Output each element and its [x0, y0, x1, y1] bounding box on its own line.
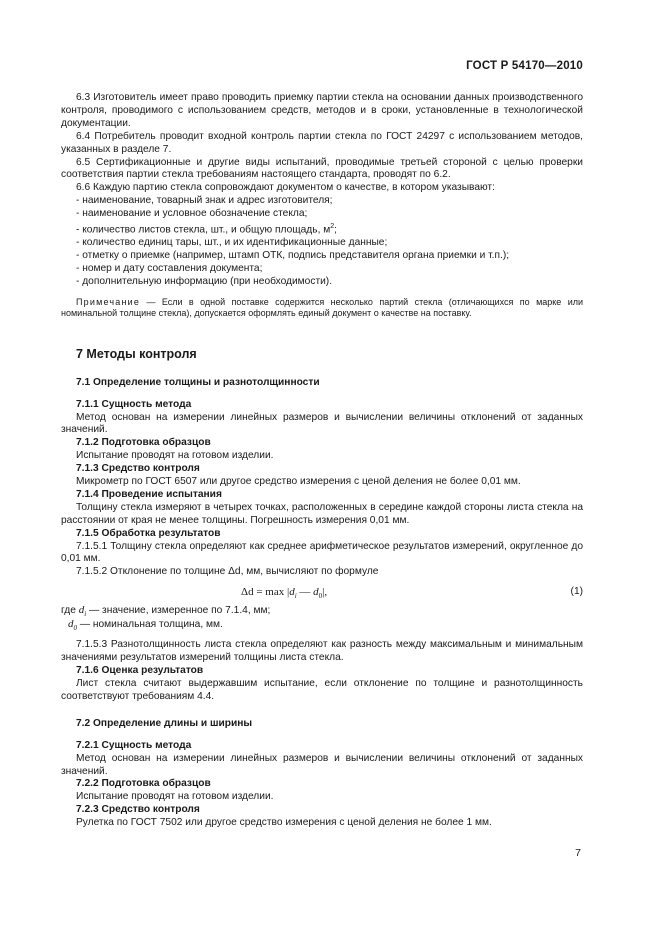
- list-item: - наименование и условное обозначение стекла;: [76, 208, 308, 220]
- list-item: - отметку о приемке (например, штамп ОТК, подпись представителя органа приемки и т.п.);: [76, 250, 510, 262]
- clause-7-1-3-text: Микрометр по ГОСТ 6507 или другое средство измерения с ценой деления не более 0,01 мм.: [76, 476, 521, 488]
- formula-lhs: Δd: [241, 586, 254, 599]
- symbol-0: 0: [73, 624, 77, 633]
- clause-7-1-3-title: 7.1.3 Средство контроля: [76, 463, 200, 475]
- legend-d0-text: — номинальная толщина, мм.: [77, 619, 223, 631]
- page-body: [61, 92, 583, 830]
- subsection-7-1-title: 7.1 Определение толщины и разнотолщинности: [76, 376, 320, 388]
- note-text: — Если в одной поставке содержится несколько партий стекла (отличающихся по марке или номинальной толщине стекла), допускается оформлять единый документ о качестве на поставку.: [61, 296, 583, 319]
- symbol-d: d: [78, 604, 85, 617]
- clause-7-1-5-3-text: 7.1.5.3 Разнотолщинность листа стекла определяют как разность между максимальным и минимальным значениями результатов измерений толщины листа стекла.: [61, 639, 583, 664]
- standard-header: ГОСТ Р 54170—2010: [466, 60, 583, 72]
- formula-number: (1): [570, 586, 583, 598]
- formula-eq: = max |: [253, 586, 290, 599]
- clause-7-1-1-text: Метод основан на измерении линейных размеров и вычислении величины отклонений от заданных значений.: [61, 411, 583, 436]
- clause-7-2-3-text: Рулетка по ГОСТ 7502 или другое средство измерения с ценой деления не более 1 мм.: [76, 817, 492, 829]
- list-item: - количество единиц тары, шт., и их идентификационные данные;: [76, 237, 388, 249]
- paragraph-6-4: 6.4 Потребитель проводит входной контроль партии стекла по ГОСТ 24297 с использованием методов, указанных в разделе 7.: [61, 130, 583, 155]
- subsection-7-2-title: 7.2 Определение длины и ширины: [76, 717, 253, 729]
- symbol-d: d: [68, 618, 74, 631]
- page-number: 7: [575, 847, 581, 859]
- clause-7-1-4-title: 7.1.4 Проведение испытания: [76, 488, 222, 500]
- formula-minus: —: [296, 586, 314, 599]
- formula-d0: d: [313, 586, 319, 599]
- list-item-tail: ;: [334, 224, 337, 236]
- note-label: Примечание: [76, 296, 141, 307]
- formula-legend: [61, 604, 583, 632]
- symbol-i: i: [84, 610, 87, 619]
- formula-0: 0: [318, 592, 323, 601]
- formula-close: |,: [322, 586, 328, 599]
- formula-di: d: [289, 586, 295, 599]
- paragraph-6-6: 6.6 Каждую партию стекла сопровождают документом о качестве, в котором указывают:: [76, 182, 495, 194]
- clause-7-1-2-text: Испытание проводят на готовом изделии.: [76, 450, 274, 462]
- formula-expression: [241, 586, 327, 603]
- clause-7-1-6-title: 7.1.6 Оценка результатов: [76, 665, 204, 677]
- note: [61, 297, 583, 320]
- clause-7-1-2-title: 7.1.2 Подготовка образцов: [76, 437, 211, 449]
- where-prefix: где: [61, 605, 76, 617]
- clause-7-1-4-text: Толщину стекла измеряют в четырех точках, расположенных в середине каждой стороны листа стекла на расстоянии от края не менее толщины. Погрешность измерения 0,01 мм.: [61, 501, 583, 526]
- clause-7-2-1-title: 7.2.1 Сущность метода: [76, 739, 192, 751]
- list-item-text: - количество листов стекла, шт., и общую площадь, м: [76, 224, 331, 236]
- clause-7-2-1-text: Метод основан на измерении линейных размеров и вычислении величины отклонений от заданных значений.: [61, 752, 583, 777]
- list-item: - номер и дату составления документа;: [76, 263, 263, 275]
- clause-7-1-5-2-text: 7.1.5.2 Отклонение по толщине Δd, мм, вычисляют по формуле: [76, 566, 379, 578]
- clause-7-1-1-title: 7.1.1 Сущность метода: [76, 398, 192, 410]
- clause-7-1-6-text: Лист стекла считают выдержавшим испытание, если отклонение по толщине и разнотолщинность соответствуют требованиям 4.4.: [61, 678, 583, 702]
- list-item: [61, 221, 583, 237]
- paragraph-6-5: 6.5 Сертификационные и другие виды испытаний, проводимые третьей стороной с целью проверки соответствия партии стекла требованиям настоящего стандарта, проводят по 6.2.: [61, 156, 583, 181]
- list-item: - дополнительную информацию (при необходимости).: [76, 276, 333, 288]
- clause-7-2-3-title: 7.2.3 Средство контроля: [76, 804, 200, 816]
- section-7-title: 7 Методы контроля: [76, 346, 197, 361]
- clause-7-1-5-title: 7.1.5 Обработка результатов: [76, 527, 221, 539]
- legend-row-d0: [61, 618, 583, 632]
- clause-7-1-5-1-text: 7.1.5.1 Толщину стекла определяют как среднее арифметическое результатов измерений, округленное до 0,01 мм.: [61, 540, 583, 565]
- clause-7-2-2-title: 7.2.2 Подготовка образцов: [76, 778, 211, 790]
- legend-di-text: — значение, измеренное по 7.1.4, мм;: [86, 605, 271, 617]
- formula-1: [61, 585, 583, 601]
- superscript: 2: [330, 223, 335, 231]
- formula-i: i: [294, 592, 297, 601]
- clause-7-2-2-text: Испытание проводят на готовом изделии.: [76, 791, 274, 803]
- paragraph-6-3: 6.3 Изготовитель имеет право проводить приемку партии стекла на основании данных производственного контроля, проводимого с использованием средств, методов и в сроки, установленные в технологической документации.: [61, 92, 583, 129]
- legend-row-di: [61, 604, 583, 618]
- symbol-d0: [68, 618, 77, 633]
- list-item: - наименование, товарный знак и адрес изготовителя;: [76, 195, 333, 207]
